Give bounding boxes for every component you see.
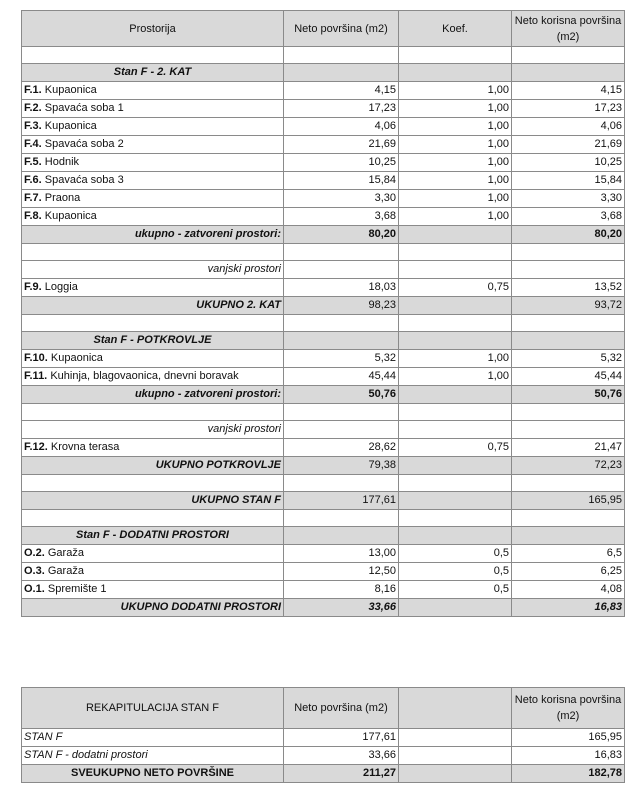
koef-value: 0,5 xyxy=(399,581,512,599)
table-row xyxy=(22,136,625,154)
room-name: Spavaća soba 1 xyxy=(44,102,124,114)
recap-neto: 33,66 xyxy=(284,747,399,765)
recap-korisna: 16,83 xyxy=(512,747,625,765)
room-name: Kuhinja, blagovaonica, dnevni boravak xyxy=(50,370,239,382)
room-code: F.12. xyxy=(24,441,48,453)
table-row xyxy=(22,368,625,386)
korisna-value: 4,08 xyxy=(512,581,625,599)
neto-value: 4,06 xyxy=(284,118,399,136)
recap-neto: 177,61 xyxy=(284,729,399,747)
table-row xyxy=(22,100,625,118)
neto-value: 12,50 xyxy=(284,563,399,581)
korisna-value: 5,32 xyxy=(512,350,625,368)
stan-total-korisna: 165,95 xyxy=(512,492,625,510)
stan-total-row xyxy=(22,492,625,510)
recap-korisna: 165,95 xyxy=(512,729,625,747)
table-row xyxy=(22,190,625,208)
korisna-value: 6,5 xyxy=(512,545,625,563)
neto-value: 3,68 xyxy=(284,208,399,226)
table-row xyxy=(22,545,625,563)
total-neto: 33,66 xyxy=(284,599,399,617)
room-name: Kupaonica xyxy=(44,210,97,222)
room-code: F.9. xyxy=(24,281,42,293)
room-code: F.7. xyxy=(24,192,42,204)
total-label: UKUPNO DODATNI PROSTORI xyxy=(22,599,284,617)
koef-value: 1,00 xyxy=(399,172,512,190)
recap-header xyxy=(22,688,625,729)
subtotal-row xyxy=(22,386,625,404)
room-code: F.4. xyxy=(24,138,42,150)
neto-value: 45,44 xyxy=(284,368,399,386)
korisna-value: 6,25 xyxy=(512,563,625,581)
outdoor-label: vanjski prostori xyxy=(22,261,284,279)
room-code: O.1. xyxy=(24,583,45,595)
room-name: Kupaonica xyxy=(50,352,103,364)
room-name: Spremište 1 xyxy=(47,583,107,595)
total-neto: 79,38 xyxy=(284,457,399,475)
total-row xyxy=(22,297,625,315)
room-name: Spavaća soba 3 xyxy=(44,174,124,186)
korisna-value: 10,25 xyxy=(512,154,625,172)
total-row xyxy=(22,599,625,617)
total-label: UKUPNO 2. KAT xyxy=(22,297,284,315)
recap-total-neto: 211,27 xyxy=(284,765,399,783)
room-code: F.2. xyxy=(24,102,42,114)
koef-value: 1,00 xyxy=(399,368,512,386)
neto-value: 21,69 xyxy=(284,136,399,154)
table-row xyxy=(22,350,625,368)
koef-value: 1,00 xyxy=(399,154,512,172)
table-row xyxy=(22,581,625,599)
neto-value: 15,84 xyxy=(284,172,399,190)
room-name: Spavaća soba 2 xyxy=(44,138,124,150)
neto-value: 5,32 xyxy=(284,350,399,368)
neto-value: 4,15 xyxy=(284,82,399,100)
room-name: Hodnik xyxy=(44,156,80,168)
room-code: F.1. xyxy=(24,84,42,96)
neto-value: 13,00 xyxy=(284,545,399,563)
total-korisna: 93,72 xyxy=(512,297,625,315)
room-name: Praona xyxy=(44,192,81,204)
section-title-row xyxy=(22,332,625,350)
koef-value: 0,75 xyxy=(399,439,512,457)
area-table xyxy=(21,10,625,617)
room-name: Garaža xyxy=(47,547,84,559)
neto-value: 18,03 xyxy=(284,279,399,297)
room-code: F.3. xyxy=(24,120,42,132)
koef-value: 1,00 xyxy=(399,136,512,154)
total-label: UKUPNO POTKROVLJE xyxy=(22,457,284,475)
korisna-value: 13,52 xyxy=(512,279,625,297)
table-row xyxy=(22,439,625,457)
koef-value: 1,00 xyxy=(399,118,512,136)
section-title: Stan F - POTKROVLJE xyxy=(22,332,284,350)
table-row xyxy=(22,563,625,581)
room-code: O.3. xyxy=(24,565,45,577)
table-row xyxy=(22,172,625,190)
header-korisna: Neto korisna površina (m2) xyxy=(512,11,625,47)
section-title: Stan F - 2. KAT xyxy=(22,64,284,82)
section-title-row xyxy=(22,527,625,545)
korisna-value: 3,68 xyxy=(512,208,625,226)
stan-total-neto: 177,61 xyxy=(284,492,399,510)
total-korisna: 72,23 xyxy=(512,457,625,475)
table-row xyxy=(22,729,625,747)
subtotal-korisna: 80,20 xyxy=(512,226,625,244)
koef-value: 1,00 xyxy=(399,208,512,226)
section-title-row xyxy=(22,64,625,82)
table-row xyxy=(22,279,625,297)
total-korisna: 16,83 xyxy=(512,599,625,617)
table-row xyxy=(22,208,625,226)
table-row xyxy=(22,747,625,765)
koef-value: 1,00 xyxy=(399,350,512,368)
room-name: Krovna terasa xyxy=(50,441,120,453)
recap-table xyxy=(21,687,625,783)
koef-value: 1,00 xyxy=(399,100,512,118)
subtotal-neto: 80,20 xyxy=(284,226,399,244)
room-code: F.11. xyxy=(24,370,48,382)
subtotal-korisna: 50,76 xyxy=(512,386,625,404)
neto-value: 17,23 xyxy=(284,100,399,118)
neto-value: 28,62 xyxy=(284,439,399,457)
korisna-value: 4,06 xyxy=(512,118,625,136)
recap-header-title: REKAPITULACIJA STAN F xyxy=(22,688,284,729)
table-row xyxy=(22,154,625,172)
room-name: Kupaonica xyxy=(44,84,97,96)
korisna-value: 3,30 xyxy=(512,190,625,208)
table-row xyxy=(22,82,625,100)
total-row xyxy=(22,457,625,475)
koef-value: 0,5 xyxy=(399,545,512,563)
recap-total-row xyxy=(22,765,625,783)
korisna-value: 21,69 xyxy=(512,136,625,154)
room-name: Loggia xyxy=(44,281,78,293)
subtotal-label: ukupno - zatvoreni prostori: xyxy=(22,226,284,244)
total-neto: 98,23 xyxy=(284,297,399,315)
section-title: Stan F - DODATNI PROSTORI xyxy=(22,527,284,545)
recap-label: STAN F - dodatni prostori xyxy=(22,747,284,765)
koef-value: 0,5 xyxy=(399,563,512,581)
korisna-value: 4,15 xyxy=(512,82,625,100)
korisna-value: 21,47 xyxy=(512,439,625,457)
koef-value: 1,00 xyxy=(399,82,512,100)
recap-total-korisna: 182,78 xyxy=(512,765,625,783)
outdoor-label: vanjski prostori xyxy=(22,421,284,439)
room-name: Kupaonica xyxy=(44,120,97,132)
koef-value: 0,75 xyxy=(399,279,512,297)
neto-value: 3,30 xyxy=(284,190,399,208)
korisna-value: 15,84 xyxy=(512,172,625,190)
room-code: F.10. xyxy=(24,352,48,364)
header-neto: Neto površina (m2) xyxy=(284,11,399,47)
recap-header-neto: Neto površina (m2) xyxy=(284,688,399,729)
room-code: O.2. xyxy=(24,547,45,559)
header-koef: Koef. xyxy=(399,11,512,47)
room-code: F.6. xyxy=(24,174,42,186)
subtotal-label: ukupno - zatvoreni prostori: xyxy=(22,386,284,404)
korisna-value: 45,44 xyxy=(512,368,625,386)
table-header xyxy=(22,11,625,47)
neto-value: 10,25 xyxy=(284,154,399,172)
koef-value: 1,00 xyxy=(399,190,512,208)
subtotal-row xyxy=(22,226,625,244)
recap-total-label: SVEUKUPNO NETO POVRŠINE xyxy=(22,765,284,783)
outdoor-label-row xyxy=(22,261,625,279)
subtotal-neto: 50,76 xyxy=(284,386,399,404)
room-code: F.5. xyxy=(24,156,42,168)
recap-label: STAN F xyxy=(22,729,284,747)
recap-header-korisna: Neto korisna površina (m2) xyxy=(512,688,625,729)
room-code: F.8. xyxy=(24,210,42,222)
outdoor-label-row xyxy=(22,421,625,439)
table-row xyxy=(22,118,625,136)
header-room: Prostorija xyxy=(22,11,284,47)
korisna-value: 17,23 xyxy=(512,100,625,118)
room-name: Garaža xyxy=(47,565,84,577)
stan-total-label: UKUPNO STAN F xyxy=(22,492,284,510)
neto-value: 8,16 xyxy=(284,581,399,599)
